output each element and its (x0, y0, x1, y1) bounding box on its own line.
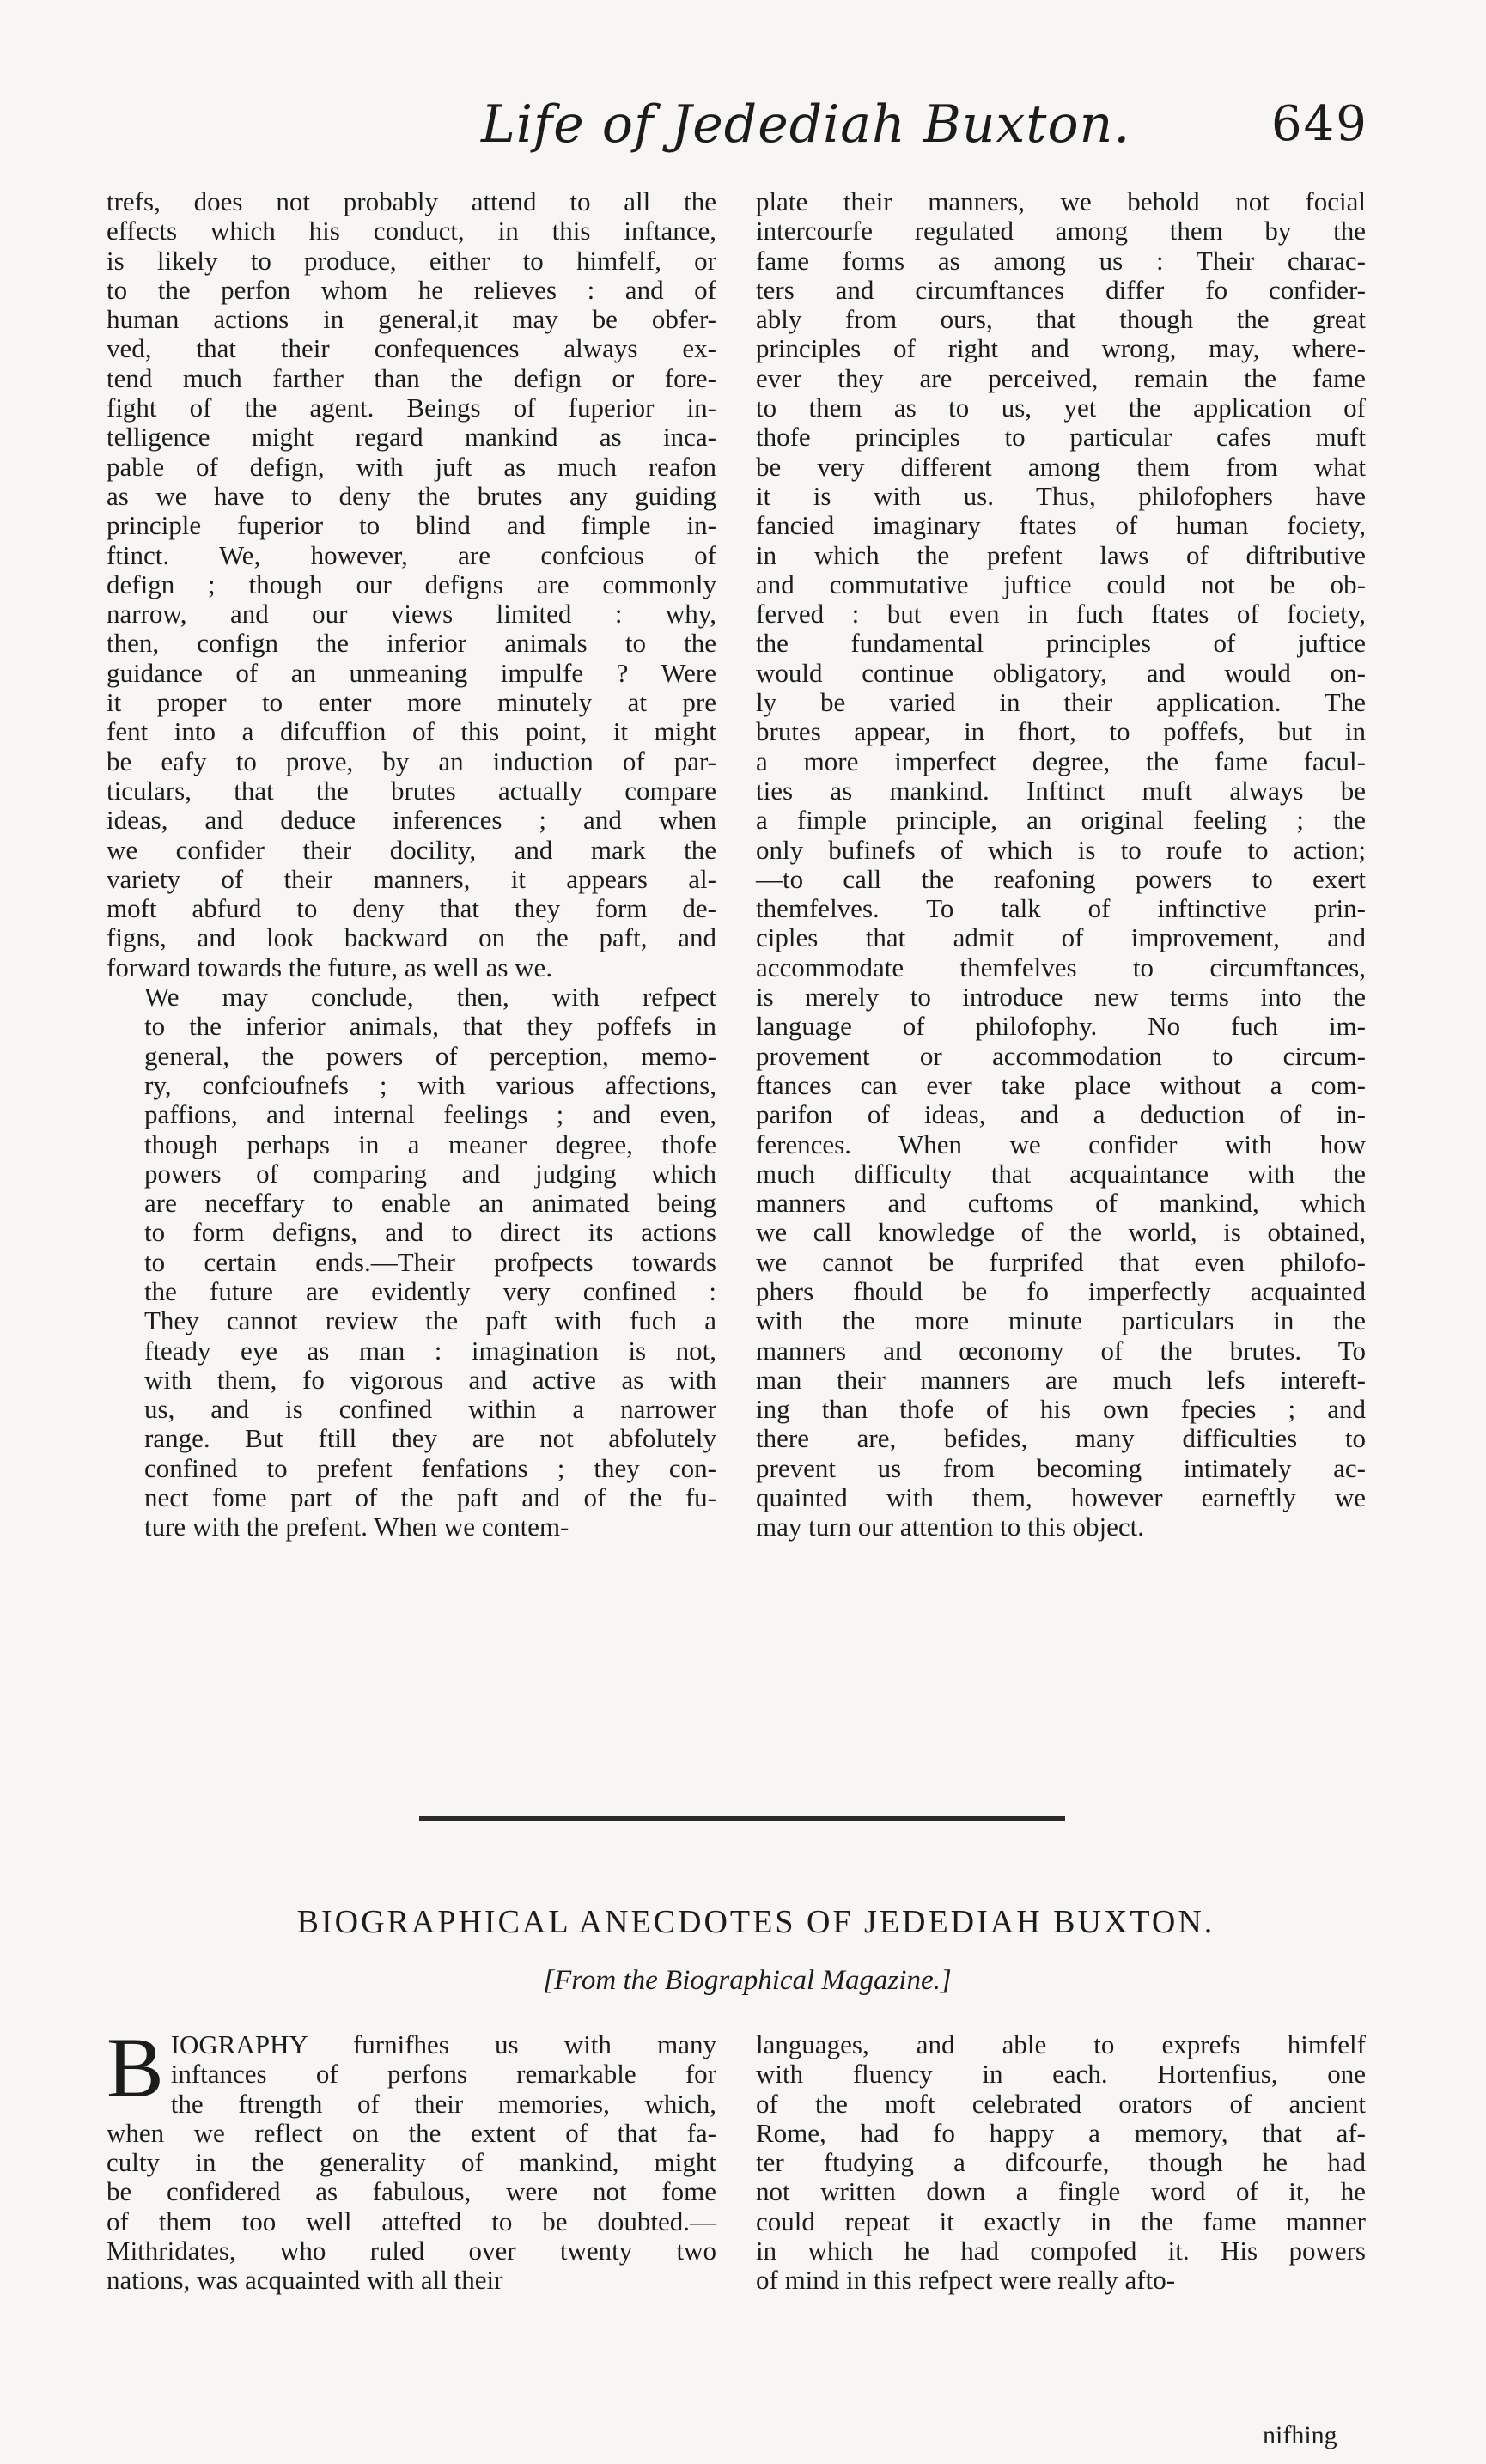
section-divider (419, 1816, 1065, 1821)
text-line: thofe principles to particular cafes muft (756, 422, 1366, 453)
text-line: brutes appear, in fhort, to poffefs, but in (756, 716, 1366, 747)
text-line: nations, was acquainted with all their (107, 2265, 503, 2296)
text-line: range. But ftill they are not abfolutely (144, 1423, 716, 1454)
text-line: ture with the prefent. When we contem- (144, 1512, 569, 1542)
text-line: ter ftudying a difcourfe, though he had (756, 2147, 1366, 2178)
text-line: be eafy to prove, by an induction of par- (107, 745, 716, 776)
text-line: a fimple principle, an original feeling ; the (756, 805, 1366, 836)
text-line: with fluency in each. Hortenfius, one (756, 2059, 1366, 2090)
text-line: parifon of ideas, and a deduction of in- (756, 1099, 1366, 1130)
text-line: effects which his conduct, in this inftance, (107, 216, 716, 246)
text-line: phers fhould be fo imperfectly acquainted (756, 1275, 1366, 1306)
text-line: ing than thofe of his own fpecies ; and (756, 1394, 1366, 1425)
running-title: Life of Jedediah Buxton. (481, 94, 1131, 155)
section-source: [From the Biographical Magazine.] (543, 1965, 952, 1996)
text-line: ferences. When we confider with how (756, 1129, 1366, 1159)
text-line: the ftrength of their memories, which, (170, 2088, 716, 2119)
text-line: Mithridates, who ruled over twenty two (107, 2236, 716, 2266)
text-line: there are, befides, many difficulties to (756, 1423, 1366, 1454)
text-line: We may conclude, then, with refpect (144, 982, 716, 1013)
text-line: then, confign the inferior animals to the (107, 628, 716, 659)
text-line: principles of right and wrong, may, where- (756, 333, 1366, 364)
text-line: the future are evidently very confined : (144, 1275, 716, 1306)
text-line: much difficulty that acquaintance with the (756, 1158, 1366, 1189)
text-line: ticulars, that the brutes actually compare (107, 775, 716, 806)
text-line: to them as to us, yet the application of (756, 392, 1366, 423)
left-column-bottom (107, 2020, 716, 2296)
text-line: be confidered as fabulous, were not fome (107, 2176, 716, 2207)
text-line: quainted with them, however earneftly we (756, 1482, 1366, 1513)
text-line: ftances can ever take place without a com- (756, 1069, 1366, 1100)
text-line: manners and cuftoms of mankind, which (756, 1188, 1366, 1219)
text-line: themfelves. To talk of inftinctive prin- (756, 893, 1366, 924)
text-line: general, the powers of perception, memo- (144, 1040, 716, 1071)
text-line: telligence might regard mankind as inca- (107, 422, 716, 453)
text-line: ly be varied in their application. The (756, 687, 1366, 718)
text-line: it proper to enter more minutely at pre (107, 687, 716, 718)
text-line: ftinct. We, however, are confcious of (107, 539, 716, 570)
text-line: Rome, had fo happy a memory, that af- (756, 2117, 1366, 2148)
text-line: trefs, does not probably attend to all the (107, 186, 716, 216)
text-line: in which he had compofed it. His powers (756, 2236, 1366, 2266)
text-line: tend much farther than the defign or fore- (107, 362, 716, 393)
text-line: ved, that their confequences always ex- (107, 333, 716, 364)
text-line: to the perfon whom he relieves : and of (107, 274, 716, 305)
text-line: inftances of perfons remarkable for (170, 2059, 716, 2090)
text-line: principle fuperior to blind and fimple in- (107, 510, 716, 541)
paragraph-biography (107, 2020, 716, 2296)
text-line: ever they are perceived, remain the fame (756, 362, 1366, 393)
text-line: ters and circumftances differ fo confider- (756, 274, 1366, 305)
text-line: ferved : but even in fuch ftates of fociety, (756, 599, 1366, 630)
text-line: with the more minute particulars in the (756, 1305, 1366, 1336)
text-line: to certain ends.—Their profpects towards (144, 1246, 716, 1277)
text-line: They cannot review the paft with fuch a (144, 1305, 716, 1336)
paragraph-conclusion (107, 983, 716, 1542)
text-line: defign ; though our defigns are commonly (107, 569, 716, 599)
text-line: human actions in general,it may be obfer- (107, 304, 716, 335)
text-line: are neceffary to enable an animated being (144, 1188, 716, 1219)
text-line: pable of defign, with juft as much reafon (107, 451, 716, 482)
text-line: we confider their docility, and mark the (107, 834, 716, 865)
text-line: accommodate themfelves to circumftances, (756, 952, 1366, 983)
text-line: and commutative juftice could not be ob- (756, 569, 1366, 599)
text-line: as we have to deny the brutes any guiding (107, 480, 716, 511)
text-line: paffions, and internal feelings ; and even, (144, 1099, 716, 1130)
text-line: with them, fo vigorous and active as with (144, 1364, 716, 1395)
right-column-bottom (756, 2030, 1366, 2296)
text-line: we call knowledge of the world, is obtained, (756, 1217, 1366, 1248)
text-line: may turn our attention to this object. (756, 1512, 1144, 1542)
text-line: fight of the agent. Beings of fuperior in- (107, 392, 716, 423)
text-line: ties as mankind. Inftinct muft always be (756, 775, 1366, 806)
text-line: —to call the reafoning powers to exert (756, 863, 1366, 894)
text-line: ry, confcioufnefs ; with various affections, (144, 1069, 716, 1100)
text-line: guidance of an unmeaning impulfe ? Were (107, 657, 716, 688)
text-line: nect fome part of the paft and of the fu- (144, 1482, 716, 1513)
text-line: when we reflect on the extent of that fa- (107, 2117, 716, 2148)
text-line: IOGRAPHY furnifhes us with many (170, 2029, 716, 2059)
catchword: nifhing (1263, 2421, 1337, 2449)
text-line: is likely to produce, either to himfelf, or (107, 245, 716, 276)
text-line: manners and œconomy of the brutes. To (756, 1335, 1366, 1366)
text-line: the fundamental principles of juftice (756, 628, 1366, 659)
text-line: we cannot be furprifed that even philofo- (756, 1246, 1366, 1277)
text-line: of the moft celebrated orators of ancient (756, 2088, 1366, 2119)
text-line: intercourfe regulated among them by the (756, 216, 1366, 246)
left-column-top (107, 187, 716, 1542)
paragraph-manners (756, 187, 1366, 1542)
section-title: BIOGRAPHICAL ANECDOTES OF JEDEDIAH BUXTON. (296, 1904, 1215, 1940)
text-line: moft abfurd to deny that they form de- (107, 893, 716, 924)
text-line: fame forms as among us : Their charac- (756, 245, 1366, 276)
text-line: culty in the generality of mankind, might (107, 2147, 716, 2178)
text-line: it is with us. Thus, philofophers have (756, 480, 1366, 511)
paragraph-hortensius (756, 2030, 1366, 2296)
text-line: fteady eye as man : imagination is not, (144, 1335, 716, 1366)
text-line: man their manners are much lefs intereft- (756, 1364, 1366, 1395)
text-line: in which the prefent laws of diftributive (756, 539, 1366, 570)
paragraph-instinct (107, 187, 716, 983)
page-number: 649 (1271, 96, 1368, 152)
text-line: prevent us from becoming intimately ac- (756, 1452, 1366, 1483)
text-line: forward towards the future, as well as we. (107, 952, 553, 983)
text-line: could repeat it exactly in the fame manner (756, 2205, 1366, 2236)
text-line: confined to prefent fenfations ; they con- (144, 1452, 716, 1483)
text-line: us, and is confined within a narrower (144, 1394, 716, 1425)
text-line: a more imperfect degree, the fame facul- (756, 745, 1366, 776)
text-line: of mind in this refpect were really afto- (756, 2265, 1176, 2296)
text-line: be very different among them from what (756, 451, 1366, 482)
text-line: is merely to introduce new terms into the (756, 982, 1366, 1013)
text-line: to form defigns, and to direct its actions (144, 1217, 716, 1248)
text-line: languages, and able to exprefs himfelf (756, 2029, 1366, 2059)
text-line: ideas, and deduce inferences ; and when (107, 805, 716, 836)
text-line: provement or accommodation to circum- (756, 1040, 1366, 1071)
text-line: though perhaps in a meaner degree, thofe (144, 1129, 716, 1159)
right-column-top (756, 187, 1366, 1542)
text-line: fancied imaginary ftates of human fociety, (756, 510, 1366, 541)
text-line: narrow, and our views limited : why, (107, 599, 716, 630)
text-line: not written down a fingle word of it, he (756, 2176, 1366, 2207)
text-line: figns, and look backward on the paft, and (107, 922, 716, 953)
text-line: of them too well attefted to be doubted.— (107, 2205, 716, 2236)
text-line: ably from ours, that though the great (756, 304, 1366, 335)
text-line: to the inferior animals, that they poffefs in (144, 1011, 716, 1042)
text-line: variety of their manners, it appears al- (107, 863, 716, 894)
text-line: plate their manners, we behold not focial (756, 186, 1366, 216)
drop-cap: B (107, 2020, 164, 2115)
text-line: would continue obligatory, and would on- (756, 657, 1366, 688)
text-line: fent into a difcuffion of this point, it might (107, 716, 716, 747)
text-line: ciples that admit of improvement, and (756, 922, 1366, 953)
text-line: powers of comparing and judging which (144, 1158, 716, 1189)
text-line: language of philofophy. No fuch im- (756, 1011, 1366, 1042)
text-line: only bufinefs of which is to roufe to action; (756, 834, 1366, 865)
